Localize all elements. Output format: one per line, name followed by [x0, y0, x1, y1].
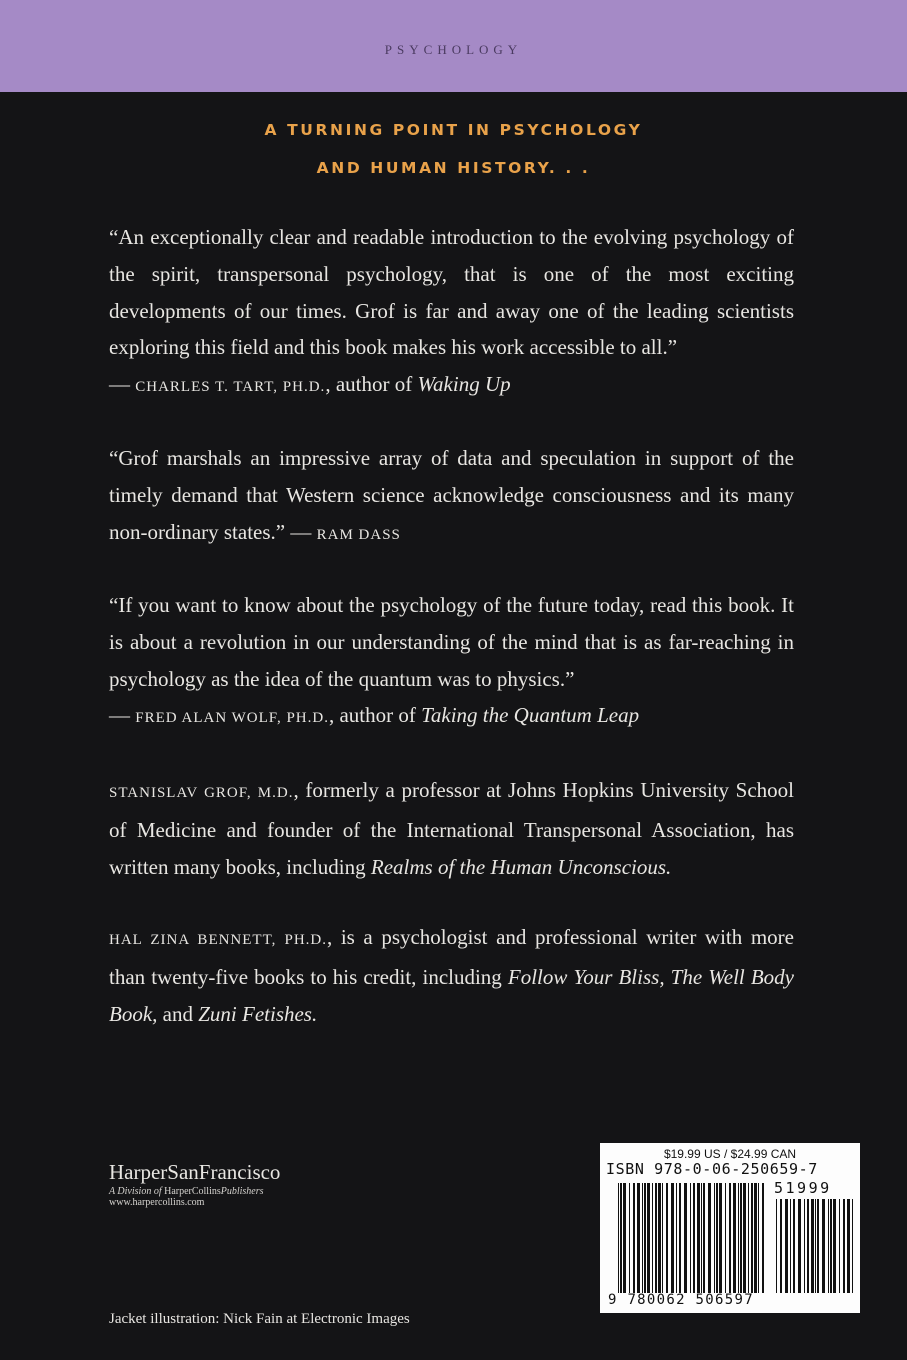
quote-attribution: — CHARLES T. TART, PH.D., author of Waking Up	[109, 372, 511, 397]
publisher-division: A Division of HarperCollinsPublishers	[109, 1186, 264, 1197]
barcode-label	[600, 1143, 860, 1313]
category-label: PSYCHOLOGY	[384, 42, 523, 57]
headline-line-2: AND HUMAN HISTORY. . .	[316, 159, 591, 177]
quote-text: “An exceptionally clear and readable introduction to the evolving psychology of the spirit, transpersonal psychology, that is one of the most exciting developments of our times. Grof is far and away one of the leading scientists exploring this field and this book makes his work accessible to all.”	[109, 225, 794, 360]
headline-line-1: A TURNING POINT IN PSYCHOLOGY	[264, 121, 643, 139]
quote-author: FRED ALAN WOLF, PH.D.	[135, 710, 329, 727]
quote-tart	[109, 219, 794, 406]
quote-wolf	[109, 587, 794, 737]
publisher-name: HarperSanFrancisco	[109, 1160, 281, 1184]
bio-work: Zuni Fetishes.	[198, 1001, 318, 1026]
quote-author-work: Taking the Quantum Leap	[421, 703, 640, 728]
quote-author-work: Waking Up	[417, 372, 511, 397]
bio-name: HAL ZINA BENNETT, PH.D.	[109, 932, 327, 948]
bio-name: STANISLAV GROF, M.D.	[109, 785, 294, 801]
category-band	[0, 0, 907, 92]
quote-ram-dass: “Grof marshals an impressive array of data and speculation in support of the timely demand that Western science acknowledge consciousness and its many non-ordinary states.” — RAM DASS	[109, 446, 794, 544]
publisher-url: www.harpercollins.com	[109, 1197, 205, 1208]
price-text: $19.99 US / $24.99 CAN	[663, 1147, 797, 1161]
quote-text: “Grof marshals an impressive array of data and speculation in support of the timely demand that Western science acknowledge consciousness and its many non-ordinary states.”	[109, 446, 794, 544]
jacket-credit: Jacket illustration: Nick Fain at Electronic Images	[109, 1311, 410, 1327]
isbn-text: ISBN 978-0-06-250659-7	[606, 1160, 818, 1178]
price-addon-digits: 51999	[774, 1179, 832, 1197]
publisher-block	[109, 1160, 280, 1208]
bio-bennett: HAL ZINA BENNETT, PH.D., is a psychologist and professional writer with more than twenty-five books to his credit, including Follow Your Bliss, The Well Body Book, and Zuni Fetishes.	[109, 925, 794, 1026]
bio-grof: STANISLAV GROF, M.D., formerly a professor at Johns Hopkins University School of Medicine and founder of the International Transpersonal Association, has written many books, including Realms of the Human Unconscious.	[109, 778, 794, 879]
quote-author: CHARLES T. TART, PH.D.	[135, 379, 326, 396]
ean-digits: 9 780062 506597	[608, 1292, 754, 1308]
quote-attribution: — FRED ALAN WOLF, PH.D., author of Taking the Quantum Leap	[109, 703, 640, 728]
quote-author: RAM DASS	[316, 526, 401, 543]
bio-work: Realms of the Human Unconscious.	[370, 854, 672, 879]
quote-text: “If you want to know about the psychology of the future today, read this book. It is about a revolution in our understanding of the mind that is as far-reaching in psychology as the idea of the quantum was to physics.”	[109, 593, 794, 691]
bio-work: Follow Your Bliss, The Well Body Book,	[109, 964, 794, 1026]
